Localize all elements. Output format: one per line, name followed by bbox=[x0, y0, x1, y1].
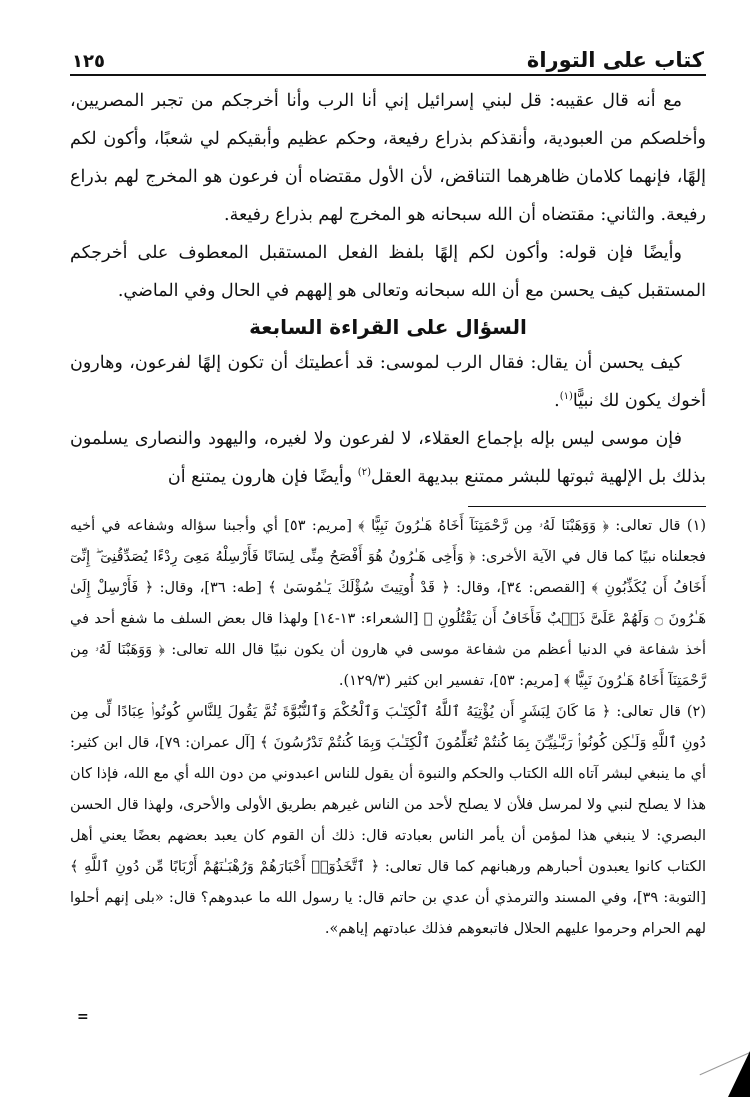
page-number: ١٢٥ bbox=[72, 51, 105, 72]
footnotes bbox=[70, 511, 706, 945]
punctuation: . bbox=[554, 391, 560, 411]
footnote-marker: (٢) bbox=[686, 704, 706, 720]
question-text: كيف يحسن أن يقال: فقال الرب لموسى: قد أعطيتك أن تكون إلهًا لفرعون، وهارون أخوك يكون لك نبيًّا bbox=[70, 353, 706, 411]
main-text bbox=[70, 82, 706, 496]
footnote-text: قال تعالى: ﴿ مَا كَانَ لِبَشَرٍ أَن يُؤْتِيَهُ ٱللَّهُ ٱلْكِتَـٰبَ وَٱلْحُكْمَ وَٱلنُّبُوَّةَ ثُمَّ يَقُولَ لِلنَّاسِ كُونُوا۟ عِبَادًا لِّى مِن دُونِ ٱللَّهِ وَلَـٰكِن كُونُوا۟ رَبَّـٰنِيِّـۧنَ بِمَا كُنتُمْ تُعَلِّمُونَ ٱلْكِتَـٰبَ وَبِمَا كُنتُمْ تَدْرُسُونَ ﴾ [آل عمران: ٧٩]، قال ابن كثير: أي ما ينبغي لبشر آتاه الله الكتاب والحكم والنبوة أن يقول للناس اعبدوني من دون الله أي مع الله، فإذا كان هذا لا يصلح لنبي ولا لمرسل فلأن لا يصلح لأحد من الناس غيرهم بطريق الأولى والأحرى، ولهذا قال الحسن البصري: لا ينبغي هذا لمؤمن أن يأمر الناس بعبادته قال: ذلك أن القوم كان يعبد بعضهم بعضًا يعني أهل الكتاب كانوا يعبدون أحبارهم ورهبانهم كما قال تعالى: ﴿ ٱتَّخَذُوٓا۟ أَحْبَارَهُمْ وَرُهْبَـٰنَهُمْ أَرْبَابًا مِّن دُونِ ٱللَّهِ ﴾ [التوبة: ٣٩]، وفي المسند والترمذي أن عدي بن حاتم قال: يا رسول الله ما عبدوهم؟ قال: «بلى إنهم أحلوا لهم الحرام وحرموا عليهم الحلال فاتبعوهم فذلك عبادتهم إياهم». bbox=[70, 704, 706, 937]
footnote-2 bbox=[70, 697, 706, 945]
answer-paragraph bbox=[70, 420, 706, 496]
section-heading: السؤال على القراءة السابعة bbox=[249, 315, 527, 339]
answer-text-continued: وأيضًا فإن هارون يمتنع أن bbox=[167, 467, 358, 487]
footnote-marker: (١) bbox=[686, 518, 707, 534]
footnote-1 bbox=[70, 511, 706, 697]
running-header bbox=[70, 38, 706, 76]
footnote-text: قال تعالى: ﴿ وَوَهَبْنَا لَهُۥ مِن رَّحْمَتِنَآ أَخَاهُ هَـٰرُونَ نَبِيًّا ﴾ [مريم: ٥٣] أي وأجبنا سؤاله وشفاعه في أخيه فجعلناه نبيًا كما قال في الآية الأخرى: ﴿ وَأَخِى هَـٰرُونُ هُوَ أَفْصَحُ مِنِّى لِسَانًا فَأَرْسِلْهُ مَعِىَ رِدْءًا يُصَدِّقُنِىٓ ۖ إِنِّىٓ أَخَافُ أَن يُكَذِّبُونِ ﴾ [القصص: ٣٤]، وقال: ﴿ قَدْ أُوتِيتَ سُؤْلَكَ يَـٰمُوسَىٰ ﴾ [طه: ٣٦]، وقال: ﴿ فَأَرْسِلْ إِلَىٰ هَـٰرُونَ ۝ وَلَهُمْ عَلَىَّ ذَنۢبٌ فَأَخَافُ أَن يَقْتُلُونِ ﴾ [الشعراء: ١٣-١٤] ولهذا قال بعض السلف ما شفع أحد في أخذ شفاعة في الدنيا أعظم من شفاعة موسى في هارون أن يكون نبيًا قال الله تعالى: ﴿ وَوَهَبْنَا لَهُۥ مِن رَّحْمَتِنَآ أَخَاهُ هَـٰرُونَ نَبِيًّا ﴾ [مريم: ٥٣]، تفسير ابن كثير (١٢٩/٣). bbox=[70, 518, 707, 689]
footnote-separator bbox=[468, 506, 706, 507]
paragraph: وأيضًا فإن قوله: وأكون لكم إلهًا بلفظ الفعل المستقبل المعطوف على أخرجكم المستقبل كيف يحسن مع أن الله سبحانه وتعالى هو إلههم في الحال وفي الماضي. bbox=[70, 243, 706, 301]
book-page bbox=[70, 38, 706, 945]
footnote-ref[interactable]: (٢) bbox=[357, 467, 371, 479]
paragraph: مع أنه قال عقيبه: قل لبني إسرائيل إني أنا الرب وأنا أخرجكم من تجبر المصريين، وأخلصكم من العبودية، وأنقذكم بذراع رفيعة، وحكم عظيم وأبقيكم لي شعبًا، وأكون لكم إلهًا، فإنهما كلامان ظاهرهما التناقض، لأن الأول مقتضاه أن فرعون هو المخرج لهم بذراع رفيعة. والثاني: مقتضاه أن الله سبحانه هو المخرج لهم بذراع رفيعة. bbox=[70, 91, 706, 225]
question-paragraph bbox=[70, 344, 706, 420]
footnote-ref[interactable]: (١) bbox=[559, 391, 573, 403]
book-title: كتاب على التوراة bbox=[526, 48, 704, 72]
end-mark: = bbox=[77, 1009, 89, 1025]
page-corner-shadow bbox=[728, 1051, 750, 1097]
answer-text: فإن موسى ليس بإله بإجماع العقلاء، لا لفرعون ولا لغيره، واليهود والنصارى يسلمون بذلك بل الإلهية ثبوتها للبشر ممتنع ببديهة العقل bbox=[70, 429, 706, 487]
